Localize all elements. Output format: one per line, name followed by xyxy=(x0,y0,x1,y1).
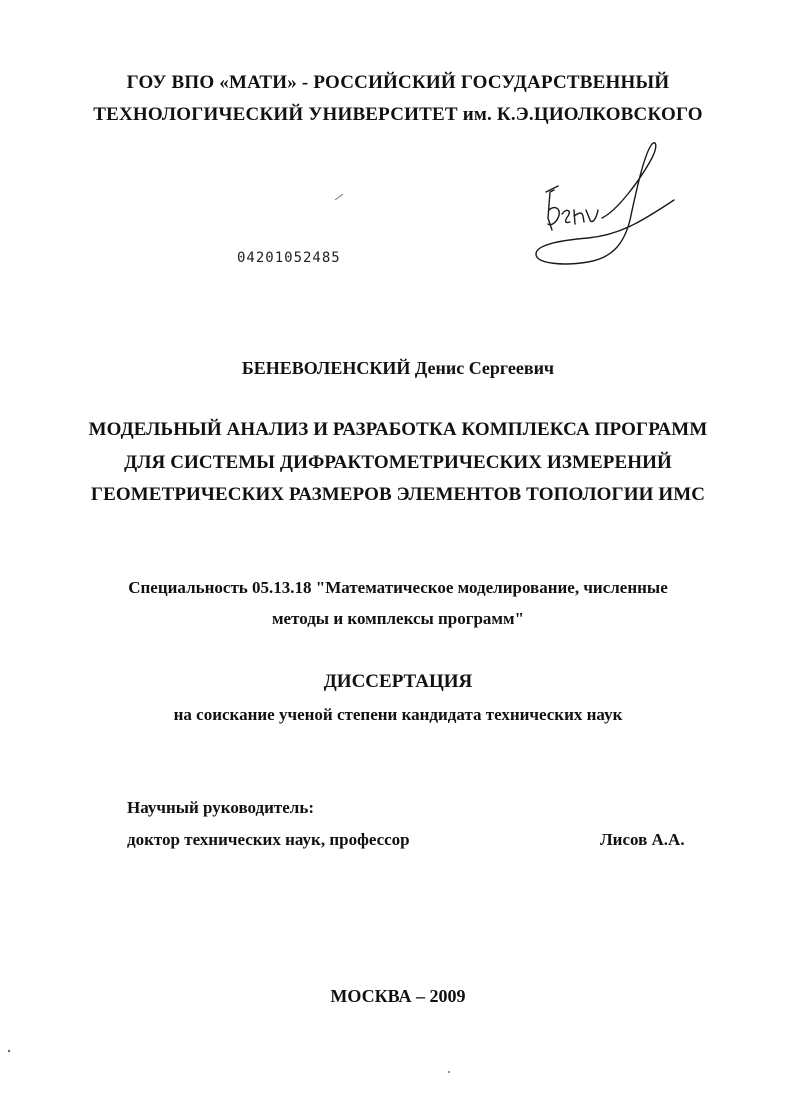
degree-line: на соискание ученой степени кандидата технических наук xyxy=(173,705,623,724)
thesis-title-line-1: МОДЕЛЬНЫЙ АНАЛИЗ И РАЗРАБОТКА КОМПЛЕКСА ПРОГРАММ xyxy=(88,419,708,440)
document-type: ДИССЕРТАЦИЯ xyxy=(323,671,473,692)
scan-speck xyxy=(334,192,346,202)
thesis-title-line-3: ГЕОМЕТРИЧЕСКИХ РАЗМЕРОВ ЭЛЕМЕНТОВ ТОПОЛОГИИ ИМС xyxy=(90,484,706,505)
specialty-line-1: Специальность 05.13.18 "Математическое моделирование, численные xyxy=(128,578,668,597)
thesis-title-line-2: ДЛЯ СИСТЕМЫ ДИФРАКТОМЕТРИЧЕСКИХ ИЗМЕРЕНИЙ xyxy=(124,452,672,473)
library-stamp-number: 04201052485 xyxy=(237,250,341,266)
scan-speck xyxy=(6,1048,12,1054)
handwritten-signature xyxy=(528,140,678,275)
specialty-line-2: методы и комплексы программ" xyxy=(271,609,525,628)
supervisor-label: Научный руководитель: xyxy=(127,798,314,817)
university-line-2: ТЕХНОЛОГИЧЕСКИЙ УНИВЕРСИТЕТ им. К.Э.ЦИОЛКОВСКОГО xyxy=(93,104,703,125)
author-name: БЕНЕВОЛЕНСКИЙ Денис Сергеевич xyxy=(241,358,555,378)
place-and-year: МОСКВА – 2009 xyxy=(330,986,466,1006)
supervisor-name: Лисов А.А. xyxy=(600,830,685,849)
scan-speck xyxy=(445,1068,453,1076)
university-line-1: ГОУ ВПО «МАТИ» - РОССИЙСКИЙ ГОСУДАРСТВЕННЫЙ xyxy=(126,72,670,93)
supervisor-credentials: доктор технических наук, профессор xyxy=(127,830,410,849)
